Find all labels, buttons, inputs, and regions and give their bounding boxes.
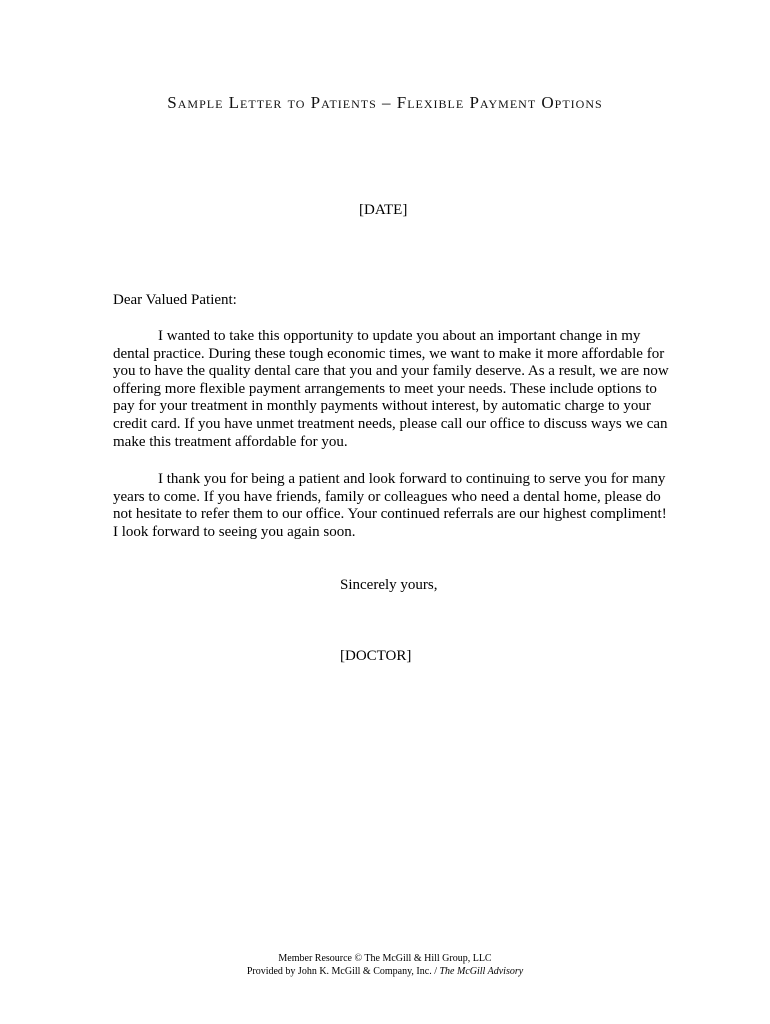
footer-line-2-italic: The McGill Advisory (439, 966, 524, 977)
body-paragraph-1: I wanted to take this opportunity to update you about an important change in my dental practice. During these tough economic times, we want to make it more affordable for you to have the quality dental care that you and your family deserve. As a result, we are now offering more flexible payment arrangements to meet your needs. These include options to pay for your treatment in monthly payments without interest, by automatic charge to your credit card. If you have unmet treatment needs, please call our office to discuss ways we can make this treatment affordable for you. (113, 328, 669, 450)
footer-line-2 (0, 965, 770, 978)
closing: Sincerely yours, (340, 577, 438, 593)
signature-placeholder: [DOCTOR] (340, 648, 412, 664)
footer (0, 952, 770, 978)
footer-line-1: Member Resource © The McGill & Hill Group, LLC (278, 953, 492, 964)
salutation: Dear Valued Patient: (113, 292, 237, 308)
body-paragraph-2: I thank you for being a patient and look forward to continuing to serve you for many years to come. If you have friends, family or colleagues who need a dental home, please do not hesitate to refer them to our office. Your continued referrals are our highest compliment! I look forward to seeing you again soon. (113, 471, 667, 540)
letter-title: Sample Letter to Patients – Flexible Payment Options (167, 93, 603, 112)
date-placeholder: [DATE] (359, 202, 408, 218)
footer-line-2-prefix: Provided by John K. McGill & Company, Inc. / (246, 966, 440, 977)
